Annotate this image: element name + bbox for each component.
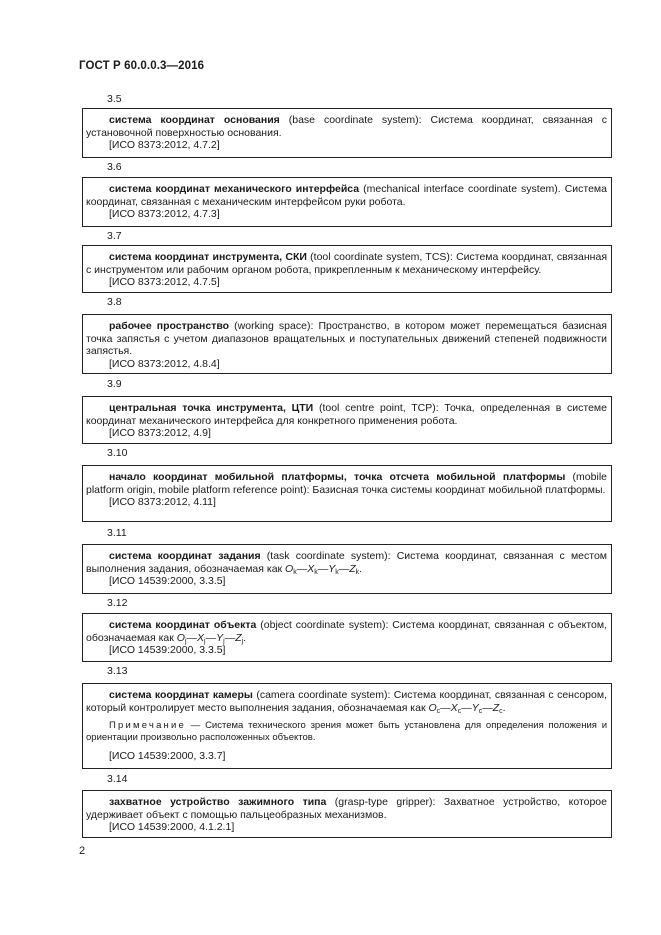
term: захватное устройство зажимного типа — [109, 796, 327, 808]
definition-rest: (working space): Пространство, в котором может перемещаться базисная точка запястья с учетом диапазонов вращательных и поступательных движений степеней подвижности запястья. — [86, 320, 607, 358]
definition-rest: (task coordinate system): Система координат, связанная с местом выполнения задания, обозначаемая как — [86, 550, 608, 575]
definition-text — [86, 183, 607, 208]
definition-text — [86, 114, 607, 139]
entry-number: 3.14 — [107, 773, 128, 785]
entry-number: 3.7 — [107, 230, 122, 242]
term: рабочее пространство — [109, 320, 230, 332]
entry-number: 3.5 — [107, 93, 122, 105]
note-body: — Система технического зрения может быть установлена для определения положения и ориентации произвольно расположенных объектов. — [86, 720, 607, 744]
definition-box — [82, 314, 612, 374]
source-reference: [ИСО 8373:2012, 4.9] — [109, 427, 211, 440]
term: система координат камеры — [109, 689, 253, 701]
term: система координат механического интерфейса — [109, 183, 360, 195]
entry-number: 3.10 — [107, 447, 128, 459]
definition-rest: (object coordinate system): Система координат, связанная с объектом, обозначаемая как — [86, 619, 607, 644]
term: система координат инструмента, СКИ — [109, 251, 307, 263]
definition-box — [82, 544, 612, 594]
entry-number: 3.13 — [107, 665, 128, 677]
definition-box — [82, 790, 612, 838]
definition-box — [82, 465, 612, 522]
entry-number: 3.6 — [107, 161, 122, 173]
coordinate-formula: $O_c—X_c—Y_c—Z_c$ — [428, 701, 503, 715]
definition-rest: (tool coordinate system, TCS): Система координат, связанная с инструментом или рабочим органом робота, прикрепленным к механическому интерфейсу. — [86, 251, 608, 276]
definition-box — [82, 108, 612, 158]
page-number: 2 — [79, 845, 86, 857]
source-reference: [ИСО 8373:2012, 4.7.2] — [109, 139, 220, 152]
term: начало координат мобильной платформы, точка отсчета мобильной платформы — [109, 471, 566, 483]
definition-text: система координат камеры (camera coordinate system): Система координат, связанная с сенсором, который контролирует место выполнения задания, обозначаемая как $O_c—X_c—Y_c—Z_c$. — [86, 689, 608, 715]
definition-rest: (base coordinate system): Система координат, связанная с установочной поверхностью основания. — [86, 114, 607, 139]
definition-text: система координат задания (task coordinate system): Система координат, связанная с местом выполнения задания, обозначаемая как $O_k—X_k—Y_k—Z_k$. — [86, 550, 608, 576]
entry-number: 3.8 — [107, 296, 122, 308]
document-header: ГОСТ Р 60.0.0.3—2016 — [79, 60, 205, 72]
term: система координат объекта — [109, 619, 257, 631]
definition-box — [82, 396, 612, 444]
source-reference: [ИСО 8373:2012, 4.7.3] — [109, 208, 220, 221]
definition-box — [82, 613, 612, 662]
note-label: Примечание — [109, 720, 186, 732]
source-reference: [ИСО 14539:2000, 3.3.7] — [109, 750, 226, 763]
term: система координат основания — [109, 114, 280, 126]
definition-text: система координат объекта (object coordinate system): Система координат, связанная с объектом, обозначаемая как $O_j—X_j—Y_j—Z_j$. — [86, 619, 607, 645]
definition-box — [82, 245, 612, 293]
definition-rest: (mechanical interface coordinate system). Система координат, связанная с механическим интерфейсом руки робота. — [86, 183, 607, 208]
entry-number: 3.11 — [107, 527, 127, 539]
note-text — [86, 720, 607, 744]
coordinate-formula: $O_j—X_j—Y_j—Z_j$ — [176, 631, 244, 645]
definition-rest: (mobile platform origin, mobile platform reference point): Базисная точка системы координат мобильной платформы. — [86, 471, 607, 496]
definition-text — [86, 320, 607, 358]
source-reference: [ИСО 8373:2012, 4.7.5] — [109, 276, 220, 289]
source-reference: [ИСО 14539:2000, 3.3.5] — [109, 644, 226, 657]
entry-number: 3.12 — [107, 597, 128, 609]
definition-text — [86, 402, 607, 427]
definition-text — [86, 251, 607, 276]
definition-rest: (grasp-type gripper): Захватное устройство, которое удерживает объект с помощью пальцеобразных механизмов. — [86, 796, 607, 821]
source-reference: [ИСО 8373:2012, 4.8.4] — [109, 357, 220, 370]
definition-text — [86, 471, 607, 496]
definition-box — [82, 683, 612, 769]
source-reference: [ИСО 14539:2000, 4.1.2.1] — [109, 821, 235, 834]
definition-text — [86, 796, 607, 821]
definition-rest: (tool centre point, TCP): Точка, определенная в системе координат механического интерфейса для конкретного применения робота. — [86, 402, 607, 427]
term: система координат задания — [109, 550, 261, 562]
term: центральная точка инструмента, ЦТИ — [109, 402, 314, 414]
source-reference: [ИСО 8373:2012, 4.11] — [109, 496, 216, 509]
coordinate-formula: $O_k—X_k—Y_k—Z_k$ — [285, 562, 360, 576]
definition-box — [82, 177, 612, 227]
source-reference: [ИСО 14539:2000, 3.3.5] — [109, 575, 226, 588]
entry-number: 3.9 — [107, 378, 122, 390]
definition-rest: (camera coordinate system): Система координат, связанная с сенсором, который контролирует место выполнения задания, обозначаемая как — [86, 689, 608, 714]
